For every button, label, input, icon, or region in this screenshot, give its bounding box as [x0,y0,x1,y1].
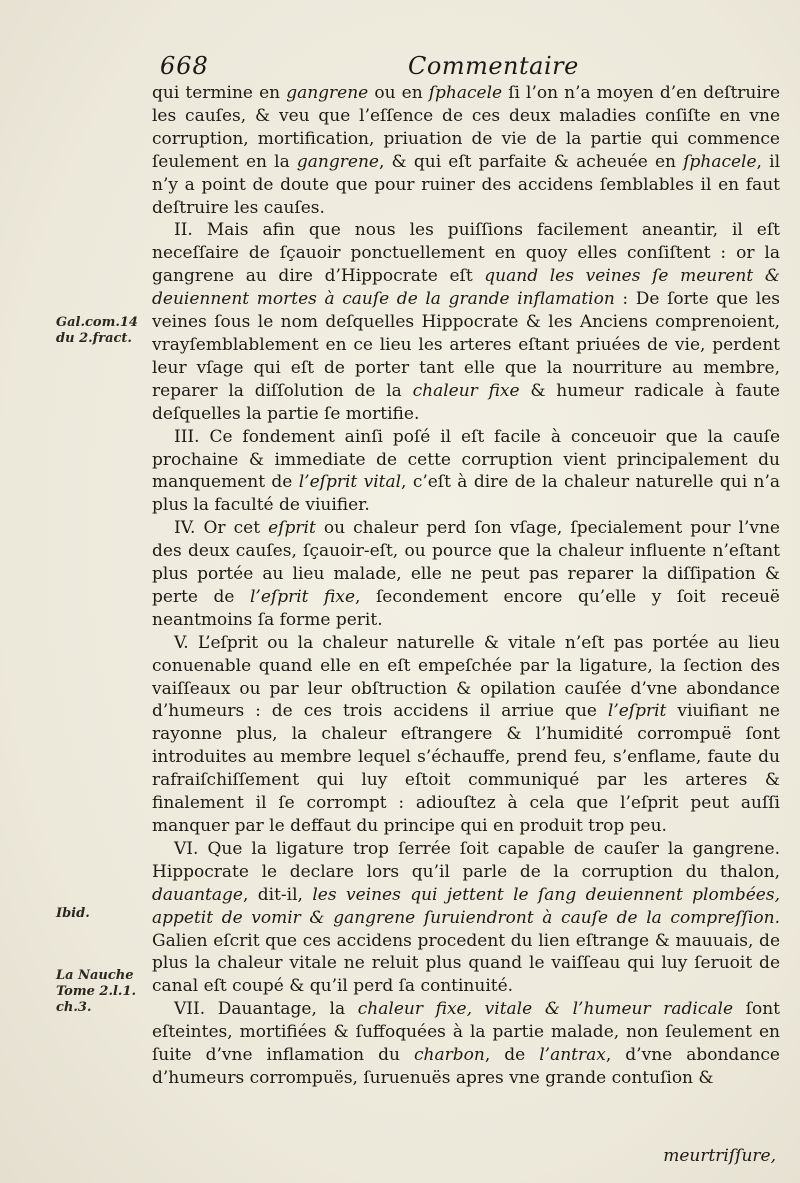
paragraph-vi: VI. Que la ligature trop ſerrée ſoit capable de cauſer la gangrene. Hippocrate le declare lors qu’il parle de la corruption du thalon, dauantage, dit-il, les veines qui jettent le ſang deuiennent plombées, appetit de vomir & gangrene ſuruiendront à cauſe de la compreſſion. Galien eſcrit que ces accidens procedent du lien eſtrange & mauuais, de plus la chaleur vitale ne reluit plus quand le vaiſſeau qui luy ſeruoit de canal eſt coupé & qu’il perd ſa continuité. [152,838,780,997]
margin-note-ibid: Ibid. [56,906,90,921]
paragraph-vii: VII. Dauantage, la chaleur fixe, vitale & l’humeur radicale ſont eſteintes, mortifiées & ſuffoquées à la partie malade, non ſeulement en ſuite d’vne inflamation du charbon, de l’antrax, d’vne abondance d’humeurs corrompuës, ſuruenuës apres vne grande contuſion & [152,999,780,1088]
paragraph-iv: IV. Or cet eſprit ou chaleur perd ſon vſage, ſpecialement pour l’vne des deux cauſes, ſçauoir-eſt, ou pource que la chaleur influente n’eſtant plus portée au lieu malade, elle ne peut pas reparer la diſſipation & perte de l’eſprit fixe, ſecondement encore qu’elle y ſoit receuë neantmoins ſa forme perit. [152,518,780,630]
running-head [150,50,780,84]
running-title: Commentaire [408,52,579,80]
margin-note-galen: Gal.com.14 du 2.fract. [56,315,138,346]
paragraph-continuation: qui termine en gangrene ou en ſphacele ſi l’on n’a moyen d’en deſtruire les cauſes, & veu que l’eſſence de ces deux maladies conſiſte en vne corruption, mortification, priuation de vie de la partie qui commence ſeulement en la gangrene, & qui eſt parfaite & acheuée en ſphacele, il n’y a point de doute que pour ruiner des accidens ſemblables il en faut deſtruire les cauſes. [152,83,781,218]
catchword: meurtriſſure, [663,1146,776,1166]
margin-note-la-nauche: La Nauche Tome 2.l.1. ch.3. [56,968,137,1015]
page-number: 668 [160,52,209,80]
paragraph-v: V. L’eſprit ou la chaleur naturelle & vitale n’eſt pas portée au lieu conuenable quand elle en eſt empeſchée par la ligature, la ſection des vaiſſeaux ou par leur obſtruction & opilation cauſée d’vne abondance d’humeurs : de ces trois accidens il arriue que l’eſprit viuifiant ne rayonne plus, la chaleur eſtrangere & l’humidité corrompuë ſont introduites au membre lequel s’échauffe, prend feu, s’enflame, faute du rafraiſchiſſement qui luy eſtoit communiqué par les arteres & finalement il ſe corrompt : adiouſtez à cela que l’eſprit peut auſſi manquer par le deffaut du principe qui en produit trop peu. [152,632,780,836]
paragraph-iii: III. Ce fondement ainſi poſé il eſt facile à conceuoir que la cauſe prochaine & immediate de cette corruption vient principalement du manquement de l’eſprit vital, c’eſt à dire de la chaleur naturelle qui n’a plus la faculté de viuifier. [152,426,780,516]
body-text [152,82,780,1090]
paragraph-ii: II. Mais afin que nous les puiſſions facilement aneantir, il eſt neceſſaire de ſçauoir ponctuellement en quoy elles conſiſtent : or la gangrene au dire d’Hippocrate eſt quand les veines ſe meurent & deuiennent mortes à cauſe de la grande inflamation : De ſorte que les veines ſous le nom deſquelles Hippocrate & les Anciens comprenoient, vrayſemblablement en ce lieu les arteres eſtant priuées de vie, perdent leur vſage qui eſt de porter tant elle que la nourriture au membre, reparer la diſſolution de la chaleur fixe & humeur radicale à faute deſquelles la partie ſe mortifie. [152,220,780,424]
